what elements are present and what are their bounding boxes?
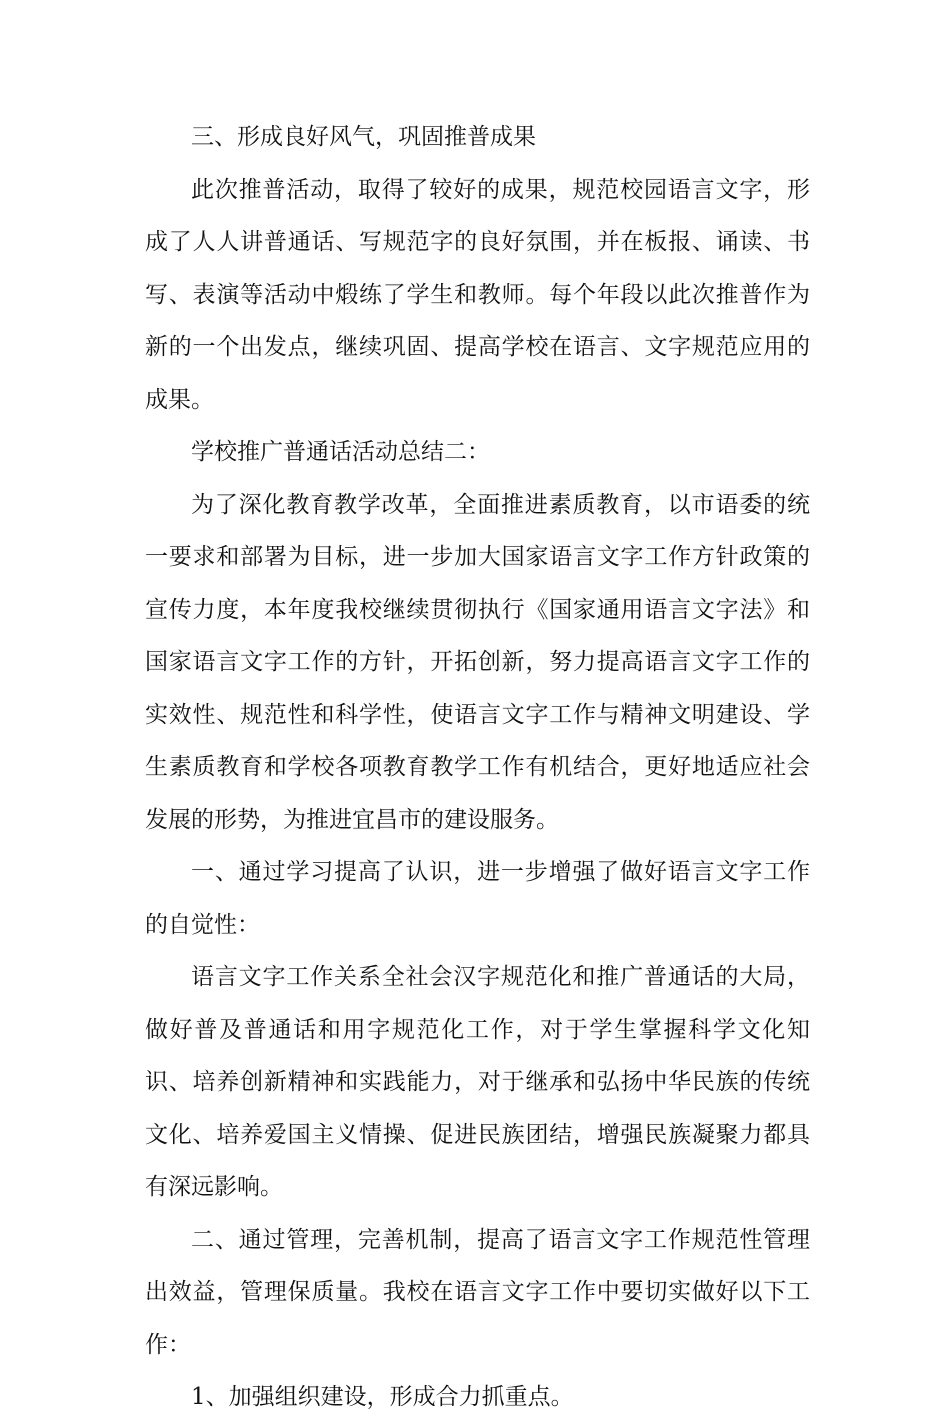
section-heading-2: 二、通过管理，完善机制，提高了语言文字工作规范性管理出效益，管理保质量。我校在语言文字工作中要切实做好以下工作：: [145, 1226, 810, 1358]
body-paragraph: 此次推普活动，取得了较好的成果，规范校园语言文字，形成了人人讲普通话、写规范字的良好氛围，并在板报、诵读、书写、表演等活动中煅练了学生和教师。每个年段以此次推普作为新的一个出发点，继续巩固、提高学校在语言、文字规范应用的成果。: [145, 176, 810, 413]
summary-heading: 学校推广普通话活动总结二：: [191, 439, 490, 465]
document-body: [145, 111, 810, 1424]
body-paragraph: 为了深化教育教学改革，全面推进素质教育，以市语委的统一要求和部署为目标，进一步加大国家语言文字工作方针政策的宣传力度，本年度我校继续贯彻执行《国家通用语言文字法》和国家语言文字工作的方针，开拓创新，努力提高语言文字工作的实效性、规范性和科学性，使语言文字工作与精神文明建设、学生素质教育和学校各项教育教学工作有机结合，更好地适应社会发展的形势，为推进宜昌市的建设服务。: [145, 491, 810, 833]
body-paragraph: 语言文字工作关系全社会汉字规范化和推广普通话的大局，做好普及普通话和用字规范化工作，对于学生掌握科学文化知识、培养创新精神和实践能力，对于继承和弘扬中华民族的传统文化、培养爱国主义情操、促进民族团结，增强民族凝聚力都具有深远影响。: [145, 964, 810, 1200]
section-heading-1: 一、通过学习提高了认识，进一步增强了做好语言文字工作的自觉性：: [145, 859, 810, 938]
subsection-heading-1: 1、加强组织建设，形成合力抓重点。: [191, 1384, 574, 1410]
section-heading-3: 三、形成良好风气，巩固推普成果: [191, 124, 536, 150]
